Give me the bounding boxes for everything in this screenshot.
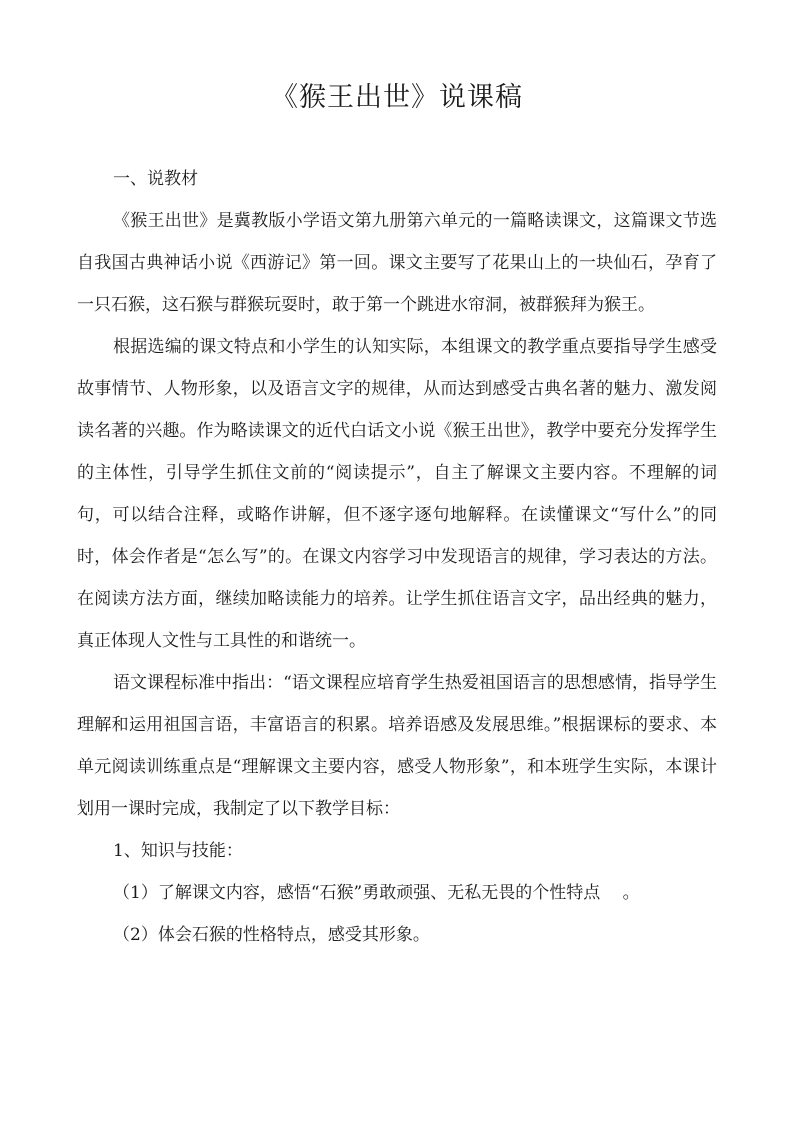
paragraph-intro: 《猴王出世》是冀教版小学语文第九册第六单元的一篇略读课文，这篇课文节选自我国古典神话小说《西游记》第一回。课文主要写了花果山上的一块仙石，孕育了一只石猴，这石猴与群猴玩耍时，敢于第一个跳进水帘洞，被群猴拜为猴王。 (77, 211, 717, 315)
paragraph-analysis: 根据选编的课文特点和小学生的认知实际，本组课文的教学重点要指导学生感受故事情节、人物形象，以及语言文字的规律，从而达到感受古典名著的魅力、激发阅读名著的兴趣。作为略读课文的近代白话文小说《猴王出世》，教学中要充分发挥学生的主体性，引导学生抓住文前的“阅读提示”，自主了解课文主要内容。不理解的词句，可以结合注释，或略作讲解，但不逐字逐句地解释。在读懂课文“写什么”的同时，体会作者是“怎么写”的。在课文内容学习中发现语言的规律，学习表达的方法。在阅读方法方面，继续加略读能力的培养。让学生抓住语言文字，品出经典的魅力，真正体现人文性与工具性的和谐统一。 (77, 337, 717, 651)
goal-heading: 1、知识与技能： (113, 841, 243, 861)
section-heading: 一、说教材 (113, 169, 198, 189)
goal-item-1: （1）了解课文内容，感悟“石猴”勇敢顽强、无私无畏的个性特点 。 (113, 883, 640, 903)
goal-item-2: （2）体会石猴的性格特点，感受其形象。 (113, 925, 430, 945)
document-title: 《猴王出世》说课稿 (271, 82, 523, 113)
document-body (77, 158, 717, 956)
paragraph-curriculum: 语文课程标准中指出：“语文课程应培育学生热爱祖国语言的思想感情，指导学生理解和运用祖国言语，丰富语言的积累。培养语感及发展思维。”根据课标的要求、本单元阅读训练重点是“理解课文主要内容，感受人物形象”，和本班学生实际，本课计划用一课时完成，我制定了以下教学目标： (77, 673, 717, 819)
